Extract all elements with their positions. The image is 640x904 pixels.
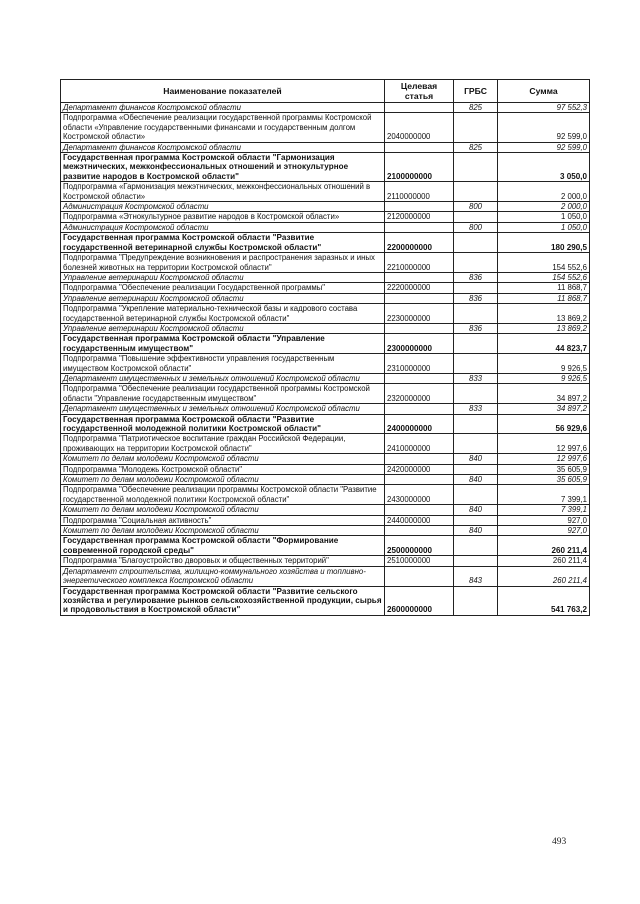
cell-sum: 9 926,5: [498, 354, 590, 374]
subprogram-row: [61, 354, 590, 374]
cell-grbs: 840: [454, 505, 498, 515]
cell-name: Подпрограмма "Обеспечение реализации государственной программы Костромской области "Управление государственным имуществом": [61, 384, 385, 404]
cell-target-article: [385, 103, 454, 113]
cell-sum: 11 868,7: [498, 293, 590, 303]
cell-sum: 154 552,6: [498, 253, 590, 273]
cell-target-article: 2200000000: [385, 233, 454, 253]
cell-name: Комитет по делам молодежи Костромской области: [61, 505, 385, 515]
cell-name: Подпрограмма "Предупреждение возникновения и распространения заразных и иных болезней животных на территории Костромской области": [61, 253, 385, 273]
cell-grbs: 825: [454, 103, 498, 113]
cell-grbs: [454, 384, 498, 404]
cell-name: Подпрограмма «Гармонизация межэтнических, межконфессиональных отношений в Костромской области»: [61, 182, 385, 202]
cell-grbs: 836: [454, 323, 498, 333]
cell-target-article: [385, 323, 454, 333]
department-row: [61, 373, 590, 383]
subprogram-row: [61, 283, 590, 293]
cell-grbs: [454, 354, 498, 374]
cell-grbs: [454, 283, 498, 293]
table-header: [61, 80, 590, 103]
header-grbs: ГРБС: [454, 80, 498, 103]
cell-name: Государственная программа Костромской области "Управление государственным имуществом": [61, 334, 385, 354]
cell-name: Государственная программа Костромской области "Гармонизация межэтнических, межконфессиональных отношений и этнокультурное развитие народов в Костромской области": [61, 153, 385, 182]
cell-name: Управление ветеринарии Костромской области: [61, 272, 385, 282]
subprogram-row: [61, 515, 590, 525]
cell-name: Департамент финансов Костромской области: [61, 103, 385, 113]
cell-grbs: [454, 182, 498, 202]
cell-grbs: 833: [454, 404, 498, 414]
cell-sum: 13 869,2: [498, 323, 590, 333]
budget-table: [60, 79, 590, 616]
cell-name: Комитет по делам молодежи Костромской области: [61, 454, 385, 464]
cell-name: Государственная программа Костромской области "Развитие государственной молодежной политики Костромской области": [61, 414, 385, 434]
cell-name: Подпрограмма "Благоустройство дворовых и общественных территорий": [61, 556, 385, 566]
cell-target-article: 2410000000: [385, 434, 454, 454]
page-number: 493: [552, 837, 567, 847]
cell-sum: 35 605,9: [498, 475, 590, 485]
subprogram-row: [61, 464, 590, 474]
cell-grbs: 840: [454, 526, 498, 536]
cell-target-article: 2500000000: [385, 536, 454, 556]
cell-sum: 927,0: [498, 526, 590, 536]
program-row: [61, 536, 590, 556]
cell-sum: 7 399,1: [498, 505, 590, 515]
cell-target-article: [385, 293, 454, 303]
cell-target-article: 2220000000: [385, 283, 454, 293]
cell-target-article: [385, 272, 454, 282]
program-row: [61, 153, 590, 182]
department-row: [61, 293, 590, 303]
cell-target-article: 2400000000: [385, 414, 454, 434]
cell-grbs: [454, 304, 498, 324]
department-row: [61, 222, 590, 232]
cell-sum: 1 050,0: [498, 222, 590, 232]
cell-sum: 34 897,2: [498, 384, 590, 404]
header-code: Целевая статья: [385, 80, 454, 103]
cell-name: Комитет по делам молодежи Костромской области: [61, 475, 385, 485]
cell-name: Администрация Костромской области: [61, 202, 385, 212]
program-row: [61, 586, 590, 615]
cell-grbs: 800: [454, 222, 498, 232]
cell-grbs: 843: [454, 566, 498, 586]
cell-grbs: 840: [454, 454, 498, 464]
cell-target-article: 2440000000: [385, 515, 454, 525]
cell-name: Департамент финансов Костромской области: [61, 142, 385, 152]
subprogram-row: [61, 182, 590, 202]
cell-grbs: 836: [454, 272, 498, 282]
cell-grbs: [454, 485, 498, 505]
cell-sum: 927,0: [498, 515, 590, 525]
cell-name: Департамент имущественных и земельных отношений Костромской области: [61, 373, 385, 383]
subprogram-row: [61, 556, 590, 566]
program-row: [61, 233, 590, 253]
cell-sum: 260 211,4: [498, 566, 590, 586]
department-row: [61, 475, 590, 485]
cell-name: Подпрограмма "Обеспечение реализации программы Костромской области "Развитие государственной молодежной политики Костромской области": [61, 485, 385, 505]
cell-target-article: [385, 142, 454, 152]
cell-target-article: 2300000000: [385, 334, 454, 354]
cell-name: Администрация Костромской области: [61, 222, 385, 232]
cell-target-article: 2120000000: [385, 212, 454, 222]
cell-name: Подпрограмма "Укрепление материально-технической базы и кадрового состава государственной ветеринарной службы Костромской области": [61, 304, 385, 324]
cell-target-article: [385, 454, 454, 464]
cell-name: Государственная программа Костромской области "Развитие государственной ветеринарной службы Костромской области": [61, 233, 385, 253]
cell-grbs: [454, 153, 498, 182]
program-row: [61, 334, 590, 354]
cell-target-article: [385, 404, 454, 414]
cell-target-article: 2600000000: [385, 586, 454, 615]
cell-grbs: 825: [454, 142, 498, 152]
cell-grbs: [454, 515, 498, 525]
cell-sum: 2 000,0: [498, 202, 590, 212]
cell-grbs: [454, 434, 498, 454]
cell-name: Государственная программа Костромской области "Формирование современной городской среды": [61, 536, 385, 556]
header-name: Наименование показателей: [61, 80, 385, 103]
department-row: [61, 202, 590, 212]
cell-name: Подпрограмма "Молодежь Костромской области": [61, 464, 385, 474]
cell-target-article: [385, 373, 454, 383]
department-row: [61, 566, 590, 586]
cell-target-article: 2040000000: [385, 113, 454, 142]
cell-grbs: 840: [454, 475, 498, 485]
cell-sum: 92 599,0: [498, 113, 590, 142]
department-row: [61, 103, 590, 113]
cell-sum: 541 763,2: [498, 586, 590, 615]
cell-target-article: 2510000000: [385, 556, 454, 566]
cell-name: Подпрограмма "Обеспечение реализации Государственной программы": [61, 283, 385, 293]
cell-grbs: [454, 253, 498, 273]
cell-sum: 12 997,6: [498, 434, 590, 454]
cell-sum: 7 399,1: [498, 485, 590, 505]
cell-sum: 2 000,0: [498, 182, 590, 202]
cell-sum: 9 926,5: [498, 373, 590, 383]
cell-sum: 11 868,7: [498, 283, 590, 293]
subprogram-row: [61, 212, 590, 222]
cell-grbs: [454, 414, 498, 434]
cell-name: Департамент имущественных и земельных отношений Костромской области: [61, 404, 385, 414]
cell-sum: 35 605,9: [498, 464, 590, 474]
header-row: [61, 80, 590, 103]
department-row: [61, 505, 590, 515]
cell-sum: 34 897,2: [498, 404, 590, 414]
cell-grbs: [454, 586, 498, 615]
subprogram-row: [61, 384, 590, 404]
cell-target-article: 2320000000: [385, 384, 454, 404]
cell-sum: 92 599,0: [498, 142, 590, 152]
subprogram-row: [61, 113, 590, 142]
cell-sum: 97 552,3: [498, 103, 590, 113]
cell-target-article: 2230000000: [385, 304, 454, 324]
department-row: [61, 323, 590, 333]
cell-target-article: 2310000000: [385, 354, 454, 374]
cell-name: Подпрограмма «Этнокультурное развитие народов в Костромской области»: [61, 212, 385, 222]
cell-target-article: 2420000000: [385, 464, 454, 474]
cell-name: Подпрограмма "Патриотическое воспитание граждан Российской Федерации, проживающих на территории Костромской области": [61, 434, 385, 454]
cell-sum: 12 997,6: [498, 454, 590, 464]
cell-sum: 260 211,4: [498, 556, 590, 566]
cell-name: Подпрограмма "Повышение эффективности управления государственным имуществом Костромской области": [61, 354, 385, 374]
cell-target-article: [385, 202, 454, 212]
table-body: [61, 103, 590, 616]
department-row: [61, 454, 590, 464]
cell-name: Управление ветеринарии Костромской области: [61, 323, 385, 333]
department-row: [61, 142, 590, 152]
department-row: [61, 404, 590, 414]
cell-name: Управление ветеринарии Костромской области: [61, 293, 385, 303]
cell-target-article: [385, 475, 454, 485]
cell-target-article: 2210000000: [385, 253, 454, 273]
cell-sum: 56 929,6: [498, 414, 590, 434]
cell-grbs: [454, 556, 498, 566]
cell-sum: 154 552,6: [498, 272, 590, 282]
cell-name: Государственная программа Костромской области "Развитие сельского хозяйства и регулирование рынков сельскохозяйственной продукции, сырья и продовольствия в Костромской области": [61, 586, 385, 615]
subprogram-row: [61, 304, 590, 324]
subprogram-row: [61, 485, 590, 505]
cell-grbs: [454, 334, 498, 354]
cell-sum: 260 211,4: [498, 536, 590, 556]
cell-grbs: [454, 212, 498, 222]
cell-sum: 44 823,7: [498, 334, 590, 354]
cell-sum: 180 290,5: [498, 233, 590, 253]
cell-target-article: 2110000000: [385, 182, 454, 202]
cell-grbs: [454, 464, 498, 474]
cell-target-article: 2430000000: [385, 485, 454, 505]
department-row: [61, 272, 590, 282]
cell-name: Департамент строительства, жилищно-коммунального хозяйства и топливно-энергетического комплекса Костромской области: [61, 566, 385, 586]
subprogram-row: [61, 434, 590, 454]
subprogram-row: [61, 253, 590, 273]
cell-name: Комитет по делам молодежи Костромской области: [61, 526, 385, 536]
cell-grbs: 833: [454, 373, 498, 383]
cell-name: Подпрограмма "Социальная активность": [61, 515, 385, 525]
program-row: [61, 414, 590, 434]
cell-sum: 13 869,2: [498, 304, 590, 324]
header-sum: Сумма: [498, 80, 590, 103]
cell-target-article: 2100000000: [385, 153, 454, 182]
cell-grbs: 800: [454, 202, 498, 212]
cell-target-article: [385, 222, 454, 232]
cell-grbs: [454, 113, 498, 142]
department-row: [61, 526, 590, 536]
cell-grbs: [454, 233, 498, 253]
cell-target-article: [385, 566, 454, 586]
cell-sum: 1 050,0: [498, 212, 590, 222]
cell-name: Подпрограмма «Обеспечение реализации государственной программы Костромской области «Управление государственными финансами и государственным долгом Костромской области»: [61, 113, 385, 142]
cell-sum: 3 050,0: [498, 153, 590, 182]
cell-target-article: [385, 505, 454, 515]
cell-target-article: [385, 526, 454, 536]
cell-grbs: [454, 536, 498, 556]
cell-grbs: 836: [454, 293, 498, 303]
